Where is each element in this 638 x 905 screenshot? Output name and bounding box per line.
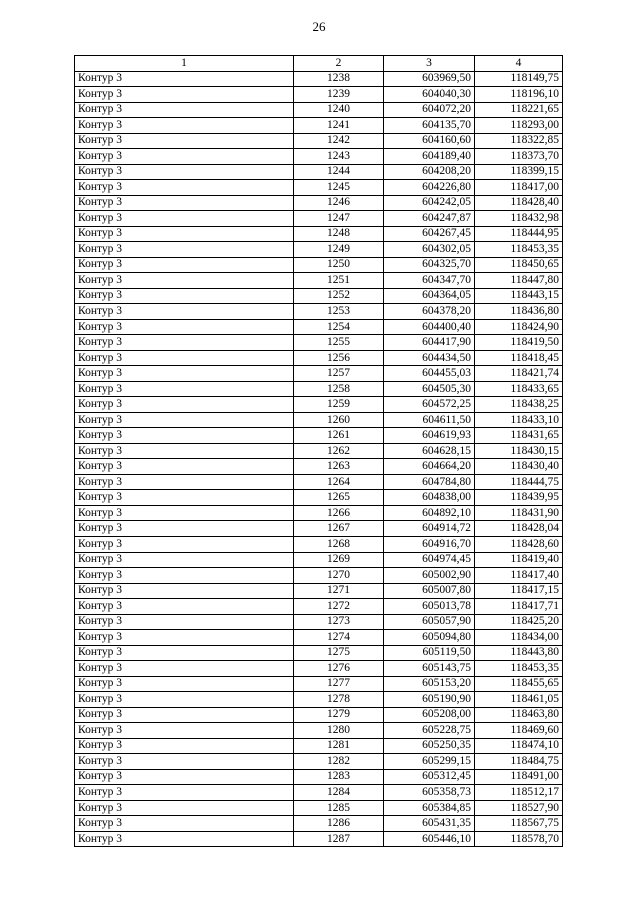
contour-name-cell: Контур 3 bbox=[75, 257, 294, 273]
y-coordinate-cell: 118431,90 bbox=[475, 505, 563, 521]
table-row bbox=[75, 521, 563, 537]
contour-name-cell: Контур 3 bbox=[75, 366, 294, 382]
x-coordinate-cell: 605094,80 bbox=[384, 630, 475, 646]
x-coordinate-cell: 604135,70 bbox=[384, 118, 475, 134]
table-row bbox=[75, 723, 563, 739]
y-coordinate-cell: 118433,65 bbox=[475, 381, 563, 397]
contour-name-cell: Контур 3 bbox=[75, 397, 294, 413]
table-row bbox=[75, 552, 563, 568]
contour-name-cell: Контур 3 bbox=[75, 521, 294, 537]
y-coordinate-cell: 118418,45 bbox=[475, 350, 563, 366]
contour-name-cell: Контур 3 bbox=[75, 381, 294, 397]
y-coordinate-cell: 118447,80 bbox=[475, 273, 563, 289]
x-coordinate-cell: 604611,50 bbox=[384, 412, 475, 428]
y-coordinate-cell: 118419,50 bbox=[475, 335, 563, 351]
point-number-cell: 1262 bbox=[294, 443, 384, 459]
table-row bbox=[75, 630, 563, 646]
point-number-cell: 1254 bbox=[294, 319, 384, 335]
contour-name-cell: Контур 3 bbox=[75, 831, 294, 847]
contour-name-cell: Контур 3 bbox=[75, 769, 294, 785]
x-coordinate-cell: 604226,80 bbox=[384, 180, 475, 196]
table-row bbox=[75, 474, 563, 490]
x-coordinate-cell: 604267,45 bbox=[384, 226, 475, 242]
point-number-cell: 1250 bbox=[294, 257, 384, 273]
y-coordinate-cell: 118469,60 bbox=[475, 723, 563, 739]
table-row bbox=[75, 785, 563, 801]
contour-name-cell: Контур 3 bbox=[75, 319, 294, 335]
point-number-cell: 1239 bbox=[294, 87, 384, 103]
x-coordinate-cell: 605250,35 bbox=[384, 738, 475, 754]
table-row bbox=[75, 195, 563, 211]
x-coordinate-cell: 604347,70 bbox=[384, 273, 475, 289]
contour-name-cell: Контур 3 bbox=[75, 180, 294, 196]
y-coordinate-cell: 118453,35 bbox=[475, 242, 563, 258]
y-coordinate-cell: 118527,90 bbox=[475, 800, 563, 816]
contour-name-cell: Контур 3 bbox=[75, 645, 294, 661]
y-coordinate-cell: 118436,80 bbox=[475, 304, 563, 320]
x-coordinate-cell: 605358,73 bbox=[384, 785, 475, 801]
table-row bbox=[75, 242, 563, 258]
x-coordinate-cell: 604364,05 bbox=[384, 288, 475, 304]
contour-name-cell: Контур 3 bbox=[75, 288, 294, 304]
x-coordinate-cell: 605143,75 bbox=[384, 661, 475, 677]
contour-name-cell: Контур 3 bbox=[75, 304, 294, 320]
y-coordinate-cell: 118399,15 bbox=[475, 164, 563, 180]
x-coordinate-cell: 605007,80 bbox=[384, 583, 475, 599]
point-number-cell: 1258 bbox=[294, 381, 384, 397]
table-row bbox=[75, 335, 563, 351]
y-coordinate-cell: 118221,65 bbox=[475, 102, 563, 118]
table-row bbox=[75, 118, 563, 134]
x-coordinate-cell: 603969,50 bbox=[384, 71, 475, 87]
point-number-cell: 1285 bbox=[294, 800, 384, 816]
x-coordinate-cell: 604072,20 bbox=[384, 102, 475, 118]
point-number-cell: 1276 bbox=[294, 661, 384, 677]
point-number-cell: 1272 bbox=[294, 599, 384, 615]
point-number-cell: 1249 bbox=[294, 242, 384, 258]
point-number-cell: 1263 bbox=[294, 459, 384, 475]
point-number-cell: 1257 bbox=[294, 366, 384, 382]
table-row bbox=[75, 738, 563, 754]
y-coordinate-cell: 118149,75 bbox=[475, 71, 563, 87]
table-row bbox=[75, 536, 563, 552]
y-coordinate-cell: 118484,75 bbox=[475, 754, 563, 770]
y-coordinate-cell: 118439,95 bbox=[475, 490, 563, 506]
x-coordinate-cell: 604160,60 bbox=[384, 133, 475, 149]
x-coordinate-cell: 604247,87 bbox=[384, 211, 475, 227]
table-row bbox=[75, 692, 563, 708]
column-header-2: 2 bbox=[294, 56, 384, 72]
point-number-cell: 1287 bbox=[294, 831, 384, 847]
contour-name-cell: Контур 3 bbox=[75, 738, 294, 754]
y-coordinate-cell: 118450,65 bbox=[475, 257, 563, 273]
point-number-cell: 1246 bbox=[294, 195, 384, 211]
contour-name-cell: Контур 3 bbox=[75, 599, 294, 615]
point-number-cell: 1266 bbox=[294, 505, 384, 521]
contour-name-cell: Контур 3 bbox=[75, 583, 294, 599]
table-row bbox=[75, 459, 563, 475]
x-coordinate-cell: 604208,20 bbox=[384, 164, 475, 180]
table-row bbox=[75, 102, 563, 118]
contour-name-cell: Контур 3 bbox=[75, 707, 294, 723]
column-header-3: 3 bbox=[384, 56, 475, 72]
y-coordinate-cell: 118438,25 bbox=[475, 397, 563, 413]
contour-name-cell: Контур 3 bbox=[75, 118, 294, 134]
point-number-cell: 1267 bbox=[294, 521, 384, 537]
y-coordinate-cell: 118567,75 bbox=[475, 816, 563, 832]
contour-name-cell: Контур 3 bbox=[75, 443, 294, 459]
x-coordinate-cell: 605299,15 bbox=[384, 754, 475, 770]
x-coordinate-cell: 605057,90 bbox=[384, 614, 475, 630]
point-number-cell: 1265 bbox=[294, 490, 384, 506]
y-coordinate-cell: 118463,80 bbox=[475, 707, 563, 723]
y-coordinate-cell: 118443,15 bbox=[475, 288, 563, 304]
contour-name-cell: Контур 3 bbox=[75, 490, 294, 506]
contour-name-cell: Контур 3 bbox=[75, 459, 294, 475]
table-row bbox=[75, 257, 563, 273]
x-coordinate-cell: 604916,70 bbox=[384, 536, 475, 552]
y-coordinate-cell: 118443,80 bbox=[475, 645, 563, 661]
table-row bbox=[75, 273, 563, 289]
table-row bbox=[75, 304, 563, 320]
contour-name-cell: Контур 3 bbox=[75, 692, 294, 708]
table-row bbox=[75, 319, 563, 335]
point-number-cell: 1259 bbox=[294, 397, 384, 413]
contour-name-cell: Контур 3 bbox=[75, 335, 294, 351]
y-coordinate-cell: 118444,75 bbox=[475, 474, 563, 490]
x-coordinate-cell: 605208,00 bbox=[384, 707, 475, 723]
table-row bbox=[75, 366, 563, 382]
contour-name-cell: Контур 3 bbox=[75, 800, 294, 816]
point-number-cell: 1278 bbox=[294, 692, 384, 708]
contour-name-cell: Контур 3 bbox=[75, 505, 294, 521]
contour-name-cell: Контур 3 bbox=[75, 754, 294, 770]
y-coordinate-cell: 118433,10 bbox=[475, 412, 563, 428]
table-row bbox=[75, 133, 563, 149]
point-number-cell: 1245 bbox=[294, 180, 384, 196]
contour-name-cell: Контур 3 bbox=[75, 242, 294, 258]
x-coordinate-cell: 605119,50 bbox=[384, 645, 475, 661]
x-coordinate-cell: 604325,70 bbox=[384, 257, 475, 273]
x-coordinate-cell: 604572,25 bbox=[384, 397, 475, 413]
x-coordinate-cell: 604974,45 bbox=[384, 552, 475, 568]
table-row bbox=[75, 211, 563, 227]
x-coordinate-cell: 604189,40 bbox=[384, 149, 475, 165]
x-coordinate-cell: 605431,35 bbox=[384, 816, 475, 832]
point-number-cell: 1277 bbox=[294, 676, 384, 692]
x-coordinate-cell: 605384,85 bbox=[384, 800, 475, 816]
x-coordinate-cell: 605228,75 bbox=[384, 723, 475, 739]
point-number-cell: 1280 bbox=[294, 723, 384, 739]
x-coordinate-cell: 605190,90 bbox=[384, 692, 475, 708]
x-coordinate-cell: 605002,90 bbox=[384, 568, 475, 584]
x-coordinate-cell: 604040,30 bbox=[384, 87, 475, 103]
point-number-cell: 1268 bbox=[294, 536, 384, 552]
x-coordinate-cell: 604242,05 bbox=[384, 195, 475, 211]
y-coordinate-cell: 118419,40 bbox=[475, 552, 563, 568]
y-coordinate-cell: 118428,40 bbox=[475, 195, 563, 211]
x-coordinate-cell: 604455,03 bbox=[384, 366, 475, 382]
x-coordinate-cell: 604784,80 bbox=[384, 474, 475, 490]
x-coordinate-cell: 604892,10 bbox=[384, 505, 475, 521]
x-coordinate-cell: 604400,40 bbox=[384, 319, 475, 335]
column-header-4: 4 bbox=[475, 56, 563, 72]
x-coordinate-cell: 604838,00 bbox=[384, 490, 475, 506]
point-number-cell: 1240 bbox=[294, 102, 384, 118]
table-row bbox=[75, 754, 563, 770]
x-coordinate-cell: 604302,05 bbox=[384, 242, 475, 258]
y-coordinate-cell: 118424,90 bbox=[475, 319, 563, 335]
point-number-cell: 1260 bbox=[294, 412, 384, 428]
y-coordinate-cell: 118430,15 bbox=[475, 443, 563, 459]
contour-name-cell: Контур 3 bbox=[75, 226, 294, 242]
y-coordinate-cell: 118578,70 bbox=[475, 831, 563, 847]
point-number-cell: 1256 bbox=[294, 350, 384, 366]
y-coordinate-cell: 118417,15 bbox=[475, 583, 563, 599]
table-row bbox=[75, 149, 563, 165]
point-number-cell: 1241 bbox=[294, 118, 384, 134]
x-coordinate-cell: 604628,15 bbox=[384, 443, 475, 459]
y-coordinate-cell: 118428,04 bbox=[475, 521, 563, 537]
table-row bbox=[75, 288, 563, 304]
contour-name-cell: Контур 3 bbox=[75, 552, 294, 568]
point-number-cell: 1282 bbox=[294, 754, 384, 770]
point-number-cell: 1238 bbox=[294, 71, 384, 87]
y-coordinate-cell: 118196,10 bbox=[475, 87, 563, 103]
contour-name-cell: Контур 3 bbox=[75, 87, 294, 103]
point-number-cell: 1283 bbox=[294, 769, 384, 785]
x-coordinate-cell: 605013,78 bbox=[384, 599, 475, 615]
x-coordinate-cell: 604914,72 bbox=[384, 521, 475, 537]
contour-name-cell: Контур 3 bbox=[75, 102, 294, 118]
table-row bbox=[75, 180, 563, 196]
contour-name-cell: Контур 3 bbox=[75, 133, 294, 149]
contour-name-cell: Контур 3 bbox=[75, 149, 294, 165]
table-row bbox=[75, 87, 563, 103]
y-coordinate-cell: 118461,05 bbox=[475, 692, 563, 708]
contour-name-cell: Контур 3 bbox=[75, 273, 294, 289]
y-coordinate-cell: 118421,74 bbox=[475, 366, 563, 382]
point-number-cell: 1252 bbox=[294, 288, 384, 304]
table-row bbox=[75, 164, 563, 180]
point-number-cell: 1244 bbox=[294, 164, 384, 180]
x-coordinate-cell: 604434,50 bbox=[384, 350, 475, 366]
y-coordinate-cell: 118512,17 bbox=[475, 785, 563, 801]
contour-name-cell: Контур 3 bbox=[75, 630, 294, 646]
table-row bbox=[75, 397, 563, 413]
table-row bbox=[75, 350, 563, 366]
contour-name-cell: Контур 3 bbox=[75, 474, 294, 490]
x-coordinate-cell: 604619,93 bbox=[384, 428, 475, 444]
contour-name-cell: Контур 3 bbox=[75, 71, 294, 87]
contour-name-cell: Контур 3 bbox=[75, 568, 294, 584]
point-number-cell: 1273 bbox=[294, 614, 384, 630]
point-number-cell: 1242 bbox=[294, 133, 384, 149]
table-row bbox=[75, 599, 563, 615]
table-row bbox=[75, 676, 563, 692]
point-number-cell: 1279 bbox=[294, 707, 384, 723]
point-number-cell: 1251 bbox=[294, 273, 384, 289]
x-coordinate-cell: 605446,10 bbox=[384, 831, 475, 847]
y-coordinate-cell: 118455,65 bbox=[475, 676, 563, 692]
point-number-cell: 1253 bbox=[294, 304, 384, 320]
x-coordinate-cell: 604505,30 bbox=[384, 381, 475, 397]
contour-name-cell: Контур 3 bbox=[75, 723, 294, 739]
table-row bbox=[75, 645, 563, 661]
y-coordinate-cell: 118432,98 bbox=[475, 211, 563, 227]
y-coordinate-cell: 118417,40 bbox=[475, 568, 563, 584]
x-coordinate-cell: 605153,20 bbox=[384, 676, 475, 692]
coordinates-table bbox=[74, 55, 563, 847]
point-number-cell: 1271 bbox=[294, 583, 384, 599]
table-row bbox=[75, 443, 563, 459]
table-row bbox=[75, 707, 563, 723]
point-number-cell: 1274 bbox=[294, 630, 384, 646]
point-number-cell: 1284 bbox=[294, 785, 384, 801]
point-number-cell: 1261 bbox=[294, 428, 384, 444]
contour-name-cell: Контур 3 bbox=[75, 412, 294, 428]
y-coordinate-cell: 118430,40 bbox=[475, 459, 563, 475]
table-row bbox=[75, 568, 563, 584]
contour-name-cell: Контур 3 bbox=[75, 211, 294, 227]
table-row bbox=[75, 614, 563, 630]
x-coordinate-cell: 604664,20 bbox=[384, 459, 475, 475]
y-coordinate-cell: 118431,65 bbox=[475, 428, 563, 444]
contour-name-cell: Контур 3 bbox=[75, 661, 294, 677]
y-coordinate-cell: 118417,71 bbox=[475, 599, 563, 615]
point-number-cell: 1243 bbox=[294, 149, 384, 165]
table-row bbox=[75, 800, 563, 816]
point-number-cell: 1248 bbox=[294, 226, 384, 242]
point-number-cell: 1281 bbox=[294, 738, 384, 754]
table-row bbox=[75, 490, 563, 506]
table-row bbox=[75, 428, 563, 444]
y-coordinate-cell: 118417,00 bbox=[475, 180, 563, 196]
table-row bbox=[75, 71, 563, 87]
y-coordinate-cell: 118434,00 bbox=[475, 630, 563, 646]
table-row bbox=[75, 412, 563, 428]
page-number: 26 bbox=[312, 19, 326, 34]
contour-name-cell: Контур 3 bbox=[75, 785, 294, 801]
table-row bbox=[75, 816, 563, 832]
x-coordinate-cell: 604417,90 bbox=[384, 335, 475, 351]
point-number-cell: 1269 bbox=[294, 552, 384, 568]
table-header-row bbox=[75, 56, 563, 72]
x-coordinate-cell: 604378,20 bbox=[384, 304, 475, 320]
contour-name-cell: Контур 3 bbox=[75, 816, 294, 832]
contour-name-cell: Контур 3 bbox=[75, 676, 294, 692]
contour-name-cell: Контур 3 bbox=[75, 614, 294, 630]
column-header-1: 1 bbox=[75, 56, 294, 72]
x-coordinate-cell: 605312,45 bbox=[384, 769, 475, 785]
y-coordinate-cell: 118428,60 bbox=[475, 536, 563, 552]
table-row bbox=[75, 583, 563, 599]
y-coordinate-cell: 118491,00 bbox=[475, 769, 563, 785]
y-coordinate-cell: 118293,00 bbox=[475, 118, 563, 134]
y-coordinate-cell: 118474,10 bbox=[475, 738, 563, 754]
point-number-cell: 1264 bbox=[294, 474, 384, 490]
table-row bbox=[75, 505, 563, 521]
y-coordinate-cell: 118322,85 bbox=[475, 133, 563, 149]
y-coordinate-cell: 118425,20 bbox=[475, 614, 563, 630]
contour-name-cell: Контур 3 bbox=[75, 536, 294, 552]
contour-name-cell: Контур 3 bbox=[75, 164, 294, 180]
point-number-cell: 1286 bbox=[294, 816, 384, 832]
contour-name-cell: Контур 3 bbox=[75, 195, 294, 211]
y-coordinate-cell: 118444,95 bbox=[475, 226, 563, 242]
y-coordinate-cell: 118453,35 bbox=[475, 661, 563, 677]
y-coordinate-cell: 118373,70 bbox=[475, 149, 563, 165]
table-row bbox=[75, 226, 563, 242]
table-row bbox=[75, 381, 563, 397]
table-body bbox=[75, 71, 563, 847]
table-row bbox=[75, 769, 563, 785]
table-row bbox=[75, 831, 563, 847]
table-row bbox=[75, 661, 563, 677]
contour-name-cell: Контур 3 bbox=[75, 350, 294, 366]
point-number-cell: 1247 bbox=[294, 211, 384, 227]
contour-name-cell: Контур 3 bbox=[75, 428, 294, 444]
point-number-cell: 1275 bbox=[294, 645, 384, 661]
point-number-cell: 1270 bbox=[294, 568, 384, 584]
point-number-cell: 1255 bbox=[294, 335, 384, 351]
